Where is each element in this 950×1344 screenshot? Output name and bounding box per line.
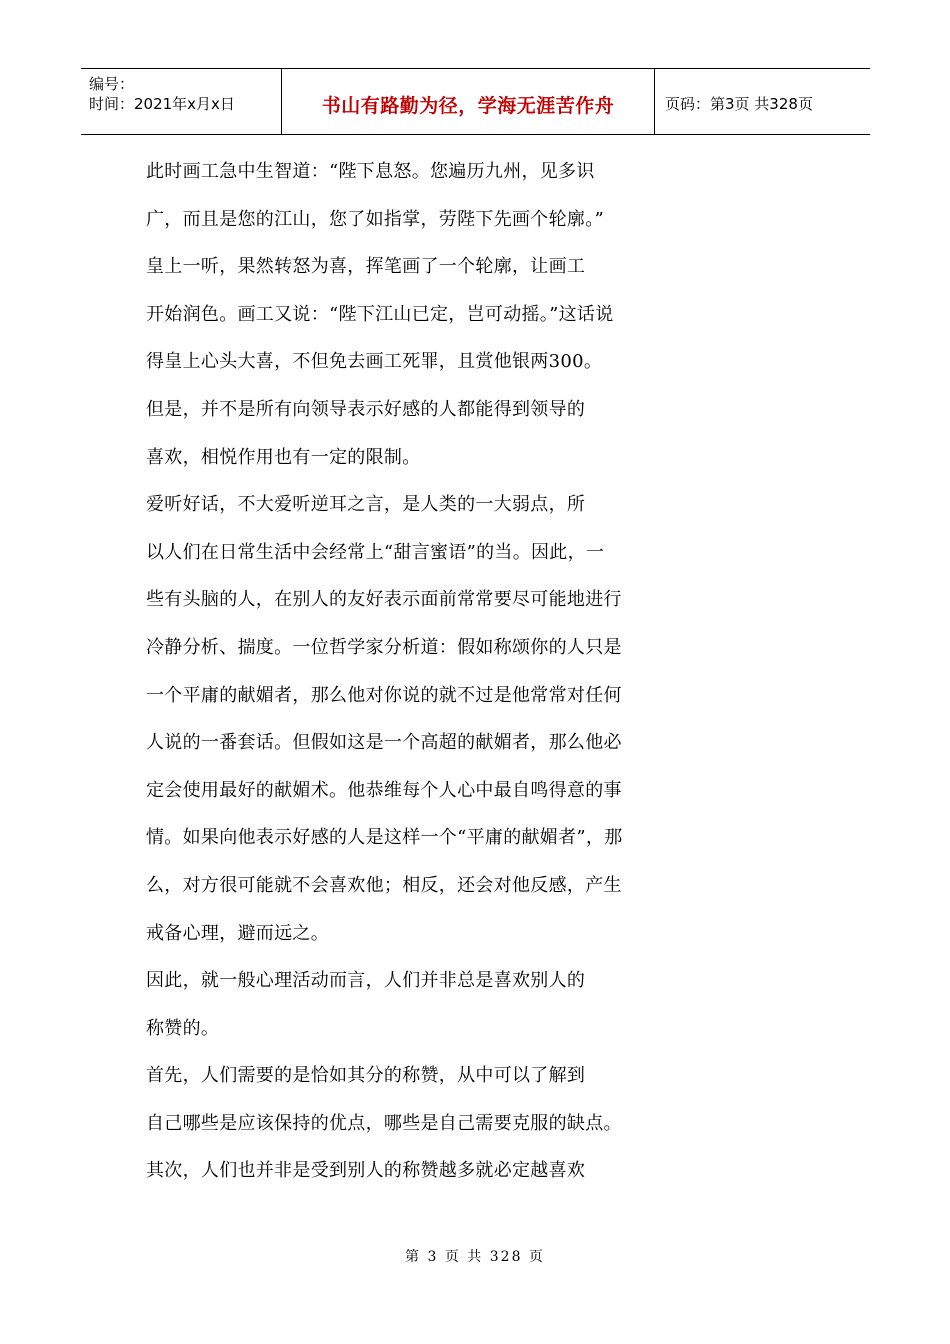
body-line: 些有头脑的人，在别人的友好表示面前常常要尽可能地进行 — [146, 589, 622, 611]
body-line: 此时画工急中生智道：“陛下息怒。您遍历九州，见多识 — [146, 161, 595, 182]
body-line: 戒备心理，避而远之。 — [146, 922, 329, 944]
body-line: 一个平庸的献媚者，那么他对你说的就不过是他常常对任何 — [146, 684, 622, 706]
body-line: 以人们在日常生活中会经常上“甜言蜜语”的当。因此，一 — [146, 541, 605, 563]
page-footer: 第 3 页 共 328 页 — [405, 1249, 545, 1265]
header-motto-cell — [282, 69, 655, 134]
body-line: 爱听好话，不大爱听逆耳之言，是人类的一大弱点，所 — [146, 494, 586, 516]
body-line: 人说的一番套话。但假如这是一个高超的献媚者，那么他必 — [146, 732, 622, 754]
date-label: 时间：2021年x月x日 — [89, 95, 235, 113]
body-line: 但是，并不是所有向领导表示好感的人都能得到领导的 — [146, 398, 586, 420]
body-line: 首先，人们需要的是恰如其分的称赞，从中可以了解到 — [146, 1065, 586, 1087]
body-line: 喜欢，相悦作用也有一定的限制。 — [146, 446, 421, 468]
body-line: 称赞的。 — [146, 1017, 220, 1039]
body-line: 么，对方很可能就不会喜欢他；相反，还会对他反感，产生 — [146, 874, 622, 896]
body-line: 开始润色。画工又说：“陛下江山已定，岂可动摇。”这话说 — [146, 303, 614, 325]
body-line: 广，而且是您的江山，您了如指掌，劳陛下先画个轮廓。” — [146, 208, 604, 230]
body-line: 定会使用最好的献媚术。他恭维每个人心中最自鸣得意的事 — [146, 779, 622, 801]
document-body — [146, 160, 686, 1207]
body-line: 因此，就一般心理活动而言，人们并非总是喜欢别人的 — [146, 970, 586, 992]
body-line: 皇上一听，果然转怒为喜，挥笔画了一个轮廓，让画工 — [146, 256, 586, 278]
motto-text: 书山有路勤为径，学海无涯苦作舟 — [321, 95, 615, 117]
header-page-info: 页码：第3页 共328页 — [665, 95, 813, 113]
body-line: 冷静分析、揣度。一位哲学家分析道：假如称颂你的人只是 — [146, 636, 622, 658]
body-line: 得皇上心头大喜，不但免去画工死罪，且赏他银两300。 — [146, 351, 603, 373]
number-label: 编号： — [89, 75, 135, 93]
body-line: 其次，人们也并非是受到别人的称赞越多就必定越喜欢 — [146, 1160, 586, 1182]
document-header — [81, 68, 870, 135]
body-line: 自己哪些是应该保持的优点，哪些是自己需要克服的缺点。 — [146, 1112, 622, 1134]
header-meta-cell — [81, 69, 282, 134]
body-line: 情。如果向他表示好感的人是这样一个“平庸的献媚者”，那 — [146, 827, 623, 849]
header-page-cell — [655, 69, 870, 134]
